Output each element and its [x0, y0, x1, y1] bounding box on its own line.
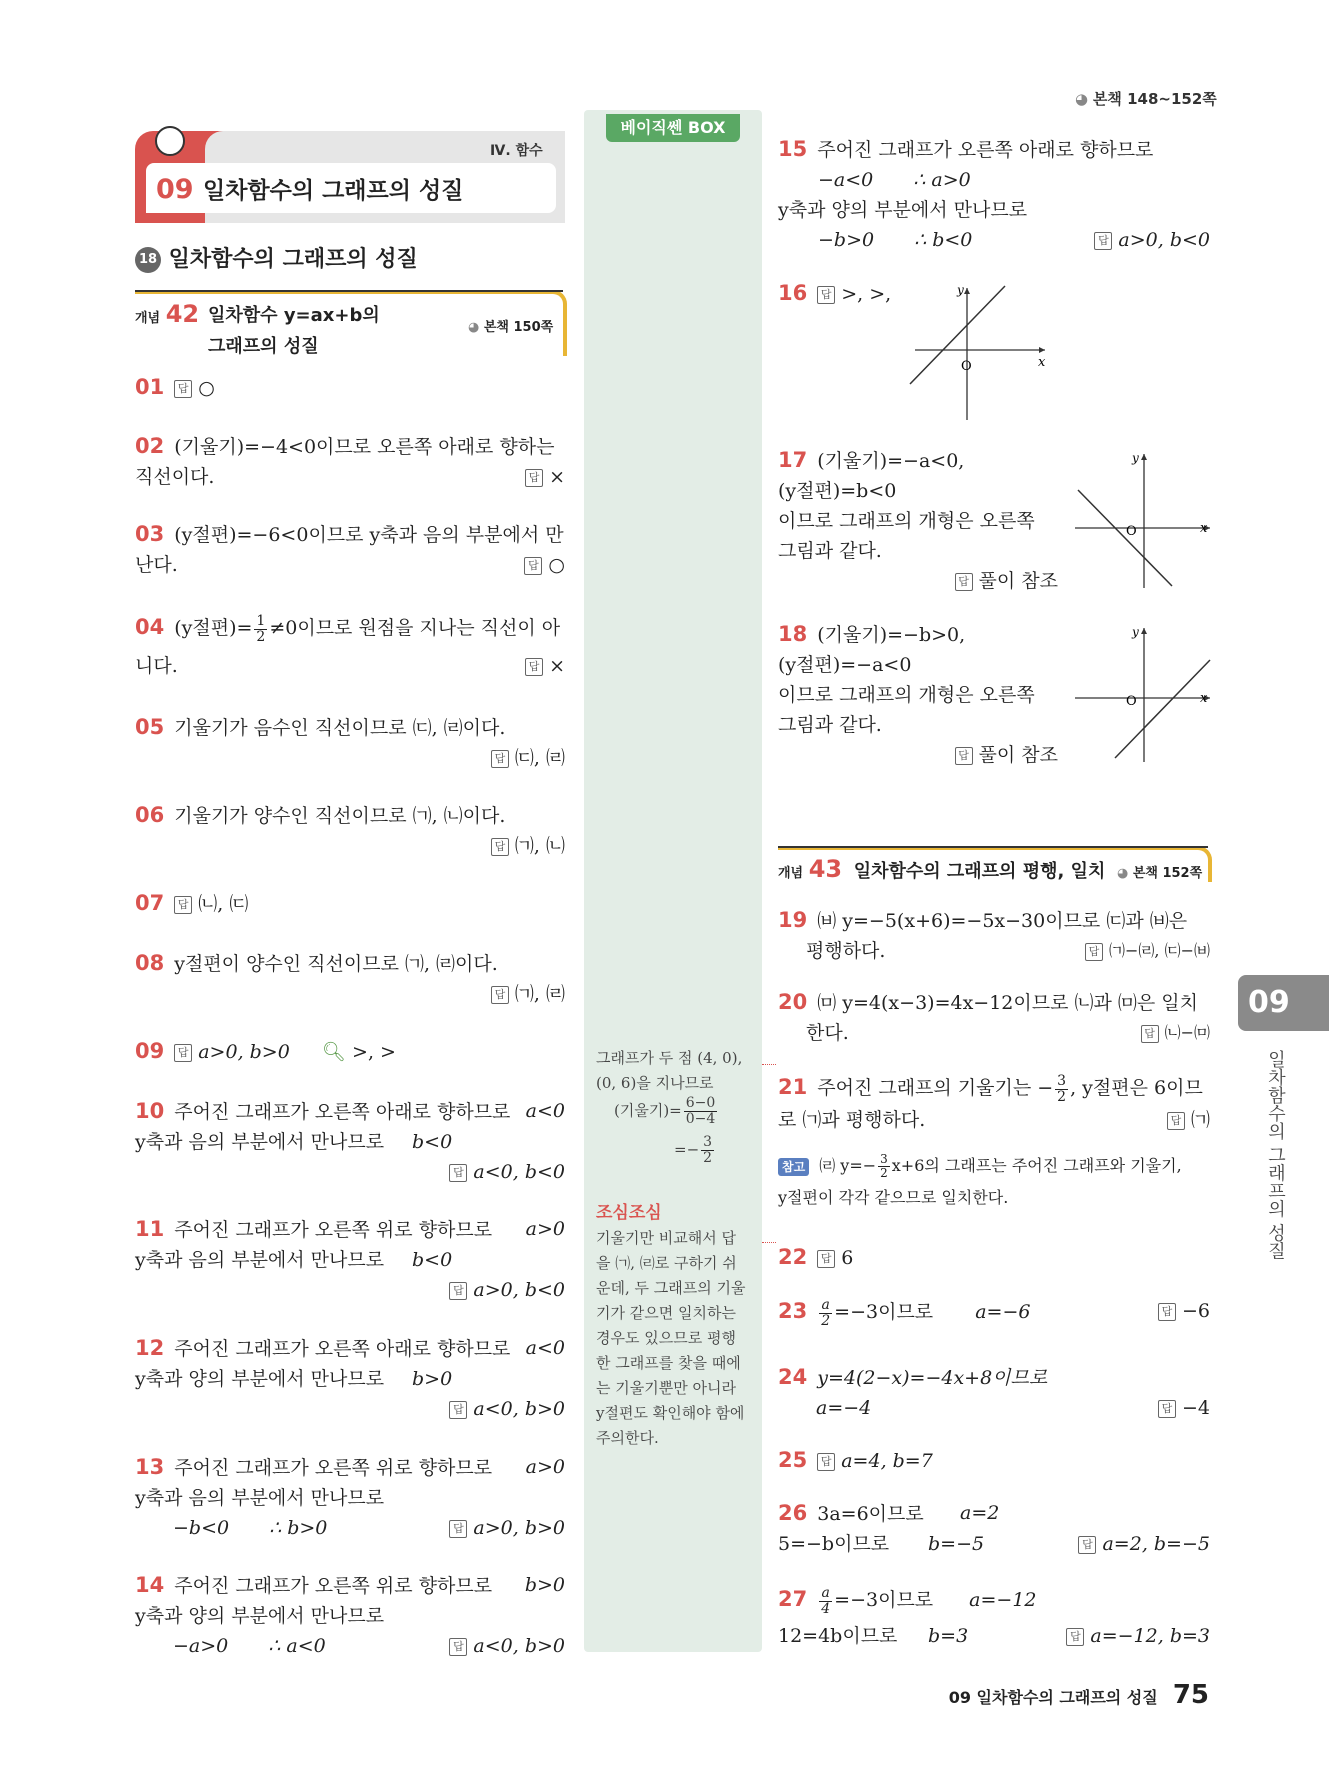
problem-18: 18 (기울기)=−b>0, (y절편)=−a<0 이므로 그래프의 개형은 오른쪽 그림과 같다. 답 풀이 참조 — [778, 622, 1058, 766]
svg-text:x: x — [1038, 355, 1046, 370]
reference-note: 참고 ㈃ y=− $\frac{3}{2}$ x+6의 그래프는 주어진 그래프와 기울기, y절편이 각각 같으므로 일치한다. — [778, 1152, 1182, 1207]
svg-text:O: O — [1126, 694, 1137, 709]
page-number: 75 — [1172, 1680, 1209, 1710]
problem-13: 13 주어진 그래프가 오른쪽 위로 향하므로 a>0 y축과 음의 부분에서 만나므로 −b<0 ∴ b>0 답 a>0, b>0 — [135, 1455, 565, 1539]
problem-15: 15 주어진 그래프가 오른쪽 아래로 향하므로 −a<0 ∴ a>0 y축과 양의 부분에서 만나므로 −b>0 ∴ b<0 답 a>0, b<0 — [778, 137, 1210, 251]
problem-09: 09 답 a>0, b>0 🔍︎ >, > — [135, 1039, 396, 1063]
answer-mark-icon: 답 — [1167, 1112, 1185, 1130]
answer-mark-icon: 답 — [1158, 1303, 1176, 1321]
box-caution-title: 조심조심 — [596, 1203, 662, 1223]
problem-12: 12 주어진 그래프가 오른쪽 아래로 향하므로 a<0 y축과 양의 부분에서 만나므로 b>0 답 a<0, b>0 — [135, 1336, 565, 1420]
answer-mark-icon: 답 — [955, 747, 973, 765]
caution-line: 주의한다. — [596, 1429, 659, 1447]
problem-04: 04 (y절편)= $\frac{1}{2}$ ≠0이므로 원점을 지나는 직선이 아 니다. 답 × — [135, 612, 565, 677]
concept-42-title: 일차함수 y=ax+b의 그래프의 성질 — [208, 305, 380, 357]
caution-line: 기울기만 비교해서 답 — [596, 1229, 736, 1247]
box-caution-text — [596, 1226, 758, 1451]
problem-16: 16 답 >, >, — [778, 281, 892, 305]
magnifier-icon: 🔍︎ — [321, 1041, 346, 1063]
basic-box-title: 베이직쎈 BOX — [606, 114, 740, 142]
problem-03: 03 (y절편)=−6<0이므로 y축과 음의 부분에서 만 난다. 답 ○ — [135, 522, 565, 576]
answer-mark-icon: 답 — [449, 1638, 467, 1656]
section-badge: 18 — [135, 247, 161, 273]
problem-19: 19 ㈅ y=−5(x+6)=−5x−30이므로 ㈂과 ㈅은 평행하다. 답 ㈀−㈃, ㈂−㈅ — [778, 908, 1210, 962]
problem-20: 20 ㈄ y=4(x−3)=4x−12이므로 ㈁과 ㈄은 일치 한다. 답 ㈁−㈄ — [778, 990, 1210, 1044]
svg-text:x: x — [1200, 691, 1208, 706]
caution-line: 운데, 두 그래프의 기울 — [596, 1279, 746, 1297]
answer-mark-icon: 답 — [525, 658, 543, 676]
box-note-graph-slope: 그래프가 두 점 (4, 0), (0, 6)을 지나므로 (기울기)= $\frac{6-0}{0-4}$ =− $\frac{3}{2}$ — [596, 1049, 743, 1166]
answer-mark-icon: 답 — [1158, 1400, 1176, 1418]
svg-text:x: x — [1200, 521, 1208, 536]
svg-text:y: y — [1132, 451, 1139, 465]
footer: 09 일차함수의 그래프의 성질 75 — [948, 1680, 1209, 1710]
concept-42-header: 개념 42 — [135, 300, 200, 328]
graph-18 — [1070, 622, 1215, 764]
caution-line: 기가 같으면 일치하는 — [596, 1304, 736, 1322]
problem-05: 05 기울기가 음수인 직선이므로 ㈂, ㈃이다. 답 ㈂, ㈃ — [135, 715, 565, 769]
page-reference: ◕ 본책 148~152쪽 — [1075, 90, 1217, 108]
answer-mark-icon: 답 — [955, 573, 973, 591]
problem-25: 25 답 a=4, b=7 — [778, 1448, 933, 1472]
caution-line: 는 기울기뿐만 아니라 — [596, 1379, 736, 1397]
caution-line: 을 ㈀, ㈃로 구하기 쉬 — [596, 1254, 737, 1272]
reference-icon: ◕ — [1116, 866, 1129, 881]
chapter-part: Ⅳ. 함수 — [490, 143, 543, 159]
answer-mark-icon: 답 — [449, 1282, 467, 1300]
answer-mark-icon: 답 — [817, 1453, 835, 1471]
problem-11: 11 주어진 그래프가 오른쪽 위로 향하므로 a>0 y축과 음의 부분에서 만나므로 b<0 답 a>0, b<0 — [135, 1217, 565, 1301]
answer-mark-icon: 답 — [491, 986, 509, 1004]
answer-mark-icon: 답 — [491, 838, 509, 856]
answer-mark-icon: 답 — [1141, 1025, 1159, 1043]
problem-22: 22 답 6 — [778, 1245, 854, 1269]
problem-17: 17 (기울기)=−a<0, (y절편)=b<0 이므로 그래프의 개형은 오른쪽 그림과 같다. 답 풀이 참조 — [778, 448, 1058, 592]
answer-mark-icon: 답 — [174, 1044, 192, 1062]
caution-line: 경우도 있으므로 평행 — [596, 1329, 736, 1347]
note-tag: 참고 — [778, 1158, 809, 1176]
svg-text:y: y — [1132, 625, 1139, 639]
answer-mark-icon: 답 — [174, 380, 192, 398]
mascot-icon — [155, 126, 185, 156]
problem-14: 14 주어진 그래프가 오른쪽 위로 향하므로 b>0 y축과 양의 부분에서 만나므로 −a>0 ∴ a<0 답 a<0, b>0 — [135, 1573, 565, 1657]
answer-mark-icon: 답 — [449, 1164, 467, 1182]
caution-line: y절편도 확인해야 함에 — [596, 1404, 745, 1422]
answer-mark-icon: 답 — [449, 1401, 467, 1419]
graph-16 — [905, 282, 1055, 422]
problem-10: 10 주어진 그래프가 오른쪽 아래로 향하므로 a<0 y축과 음의 부분에서 만나므로 b<0 답 a<0, b<0 — [135, 1099, 565, 1183]
answer-mark-icon: 답 — [817, 1250, 835, 1268]
answer-mark-icon: 답 — [1078, 1536, 1096, 1554]
problem-26: 26 3a=6이므로 a=2 5=−b이므로 b=−5 답 a=2, b=−5 — [778, 1501, 1210, 1555]
problem-01: 01 답 ○ — [135, 375, 215, 399]
graph-17 — [1070, 448, 1215, 590]
concept-42-ref: ◕ 본책 150쪽 — [468, 320, 554, 335]
side-chapter-tab: 09 — [1238, 975, 1329, 1031]
problem-07: 07 답 ㈁, ㈂ — [135, 891, 249, 915]
reference-icon: ◕ — [1075, 90, 1089, 108]
section-title: 18 일차함수의 그래프의 성질 — [135, 242, 418, 273]
svg-text:O: O — [961, 359, 972, 374]
answer-mark-icon: 답 — [491, 750, 509, 768]
problem-27: 27 $\frac{a}{4}$ =−3이므로 a=−12 12=4b이므로 b=3 답 a=−12, b=3 — [778, 1584, 1210, 1647]
answer-mark-icon: 답 — [524, 557, 542, 575]
answer-mark-icon: 답 — [1085, 943, 1103, 961]
answer-mark-icon: 답 — [449, 1520, 467, 1538]
svg-text:y: y — [957, 283, 964, 297]
svg-text:O: O — [1126, 524, 1137, 539]
problem-02: 02 (기울기)=−4<0이므로 오른쪽 아래로 향하는 직선이다. 답 × — [135, 434, 565, 488]
problem-06: 06 기울기가 양수인 직선이므로 ㈀, ㈁이다. 답 ㈀, ㈁ — [135, 803, 565, 857]
problem-08: 08 y절편이 양수인 직선이므로 ㈀, ㈃이다. 답 ㈀, ㈃ — [135, 951, 565, 1005]
side-chapter-title: 일차함수의 그래프의 성질 — [1265, 1050, 1286, 1260]
answer-mark-icon: 답 — [1066, 1628, 1084, 1646]
problem-21: 21 주어진 그래프의 기울기는 − $\frac{3}{2}$ , y절편은 6이므 로 ㈀과 평행하다. 답 ㈀ — [778, 1072, 1210, 1131]
problem-24: 24 y=4(2−x)=−4x+8이므로 a=−4 답 −4 — [778, 1365, 1210, 1419]
concept-43-header: 개념 43 일차함수의 그래프의 평행, 일치 ◕ 본책 152쪽 — [778, 855, 1203, 883]
answer-mark-icon: 답 — [525, 469, 543, 487]
caution-line: 한 그래프를 찾을 때에 — [596, 1354, 741, 1372]
problem-23: 23 $\frac{a}{2}$ =−3이므로 a=−6 답 −6 — [778, 1296, 1210, 1329]
answer-mark-icon: 답 — [817, 286, 835, 304]
answer-mark-icon: 답 — [174, 896, 192, 914]
chapter-title: 09 일차함수의 그래프의 성질 — [156, 174, 464, 205]
reference-icon: ◕ — [468, 320, 480, 335]
answer-mark-icon: 답 — [1094, 232, 1112, 250]
